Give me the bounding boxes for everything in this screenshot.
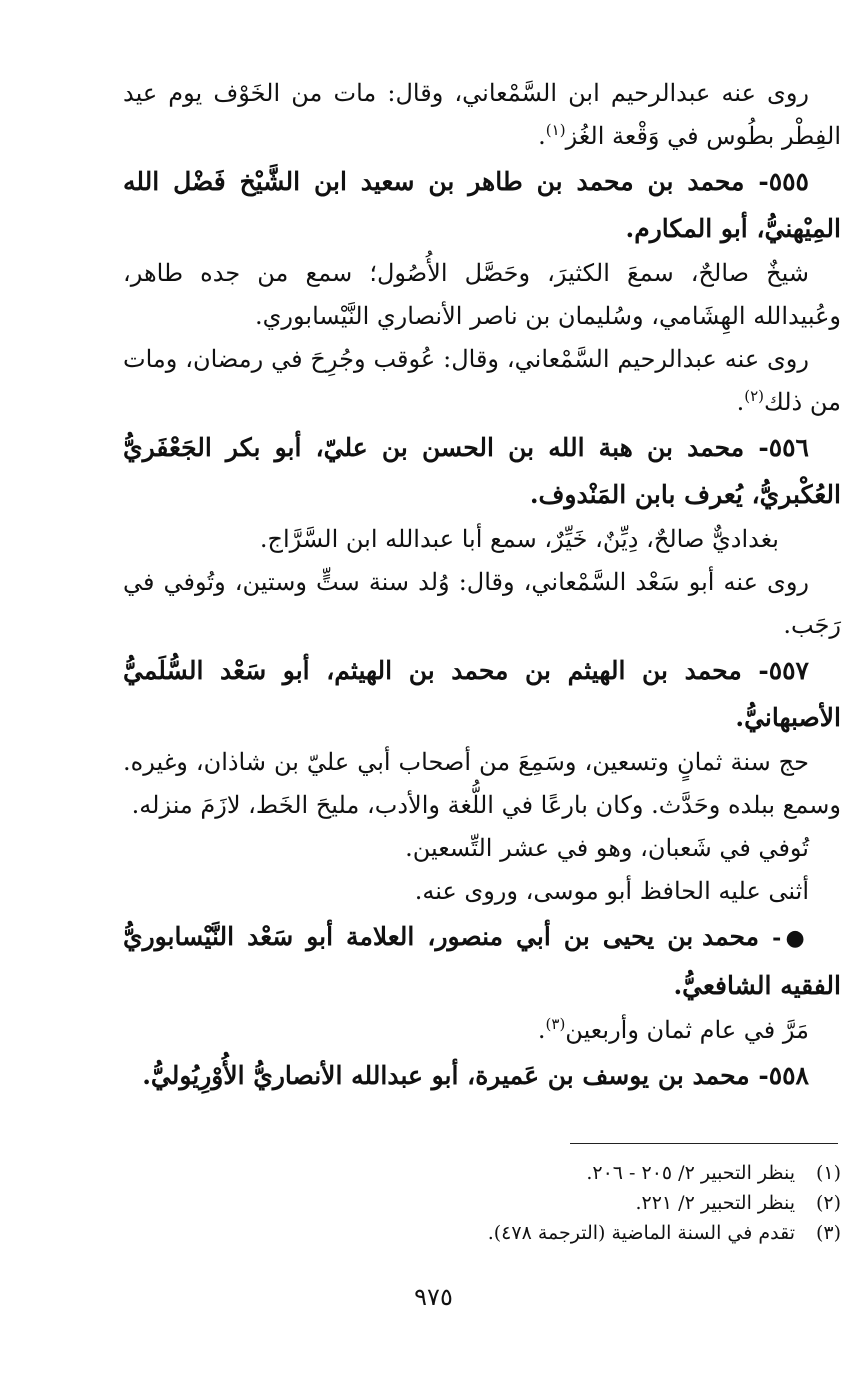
bullet-marker: ●-	[772, 925, 809, 951]
paragraph-body: حج سنة ثمانٍ وتسعين، وسَمِعَ من أصحاب أبي عليّ بن شاذان، وغيره. وسمع ببلده وحَدَّث. وكان بارعًا في اللُّغة والأدب، مليحَ الخَط، لازَمَ منزله.	[123, 748, 841, 819]
footnote-item	[301, 1188, 841, 1218]
entry-heading: ٥٥٥- محمد بن محمد بن طاهر بن سعيد ابن الشَّيْخ فَضْل الله المِيْهنيُّ، أبو المكارم.	[123, 167, 841, 243]
footnote-number: (٣)	[815, 1222, 841, 1244]
entry-heading: ٥٥٨- محمد بن يوسف بن عَميرة، أبو عبدالله الأنصاريُّ الأُوْرِيُوليُّ.	[142, 1061, 809, 1090]
paragraph-body: بغداديٌّ صالحٌ، دِيِّنٌ، خَيِّرٌ، سمع أبا عبدالله ابن السَّرَّاج.	[259, 525, 779, 553]
paragraph-body: شيخٌ صالحٌ، سمعَ الكثيرَ، وحَصَّل الأُصُول؛ سمع من جده طاهر، وعُبيدالله الهِشَامي، وسُليمان بن ناصر الأنصاري النَّيْسابوري.	[123, 259, 841, 330]
paragraph-narration: روى عنه عبدالرحيم ابن السَّمْعاني، وقال: مات من الخَوْف يوم عيد الفِطْر بطُوس في وَقْعة الغُز$^{(١)}$.	[123, 79, 841, 150]
footnotes	[301, 1158, 841, 1248]
footnote-text: ينظر التحبير ٢/ ٢٠٥ - ٢٠٦.	[586, 1162, 795, 1184]
paragraph-body: تُوفي في شَعبان، وهو في عشر التِّسعين.	[405, 834, 809, 862]
footnote-separator	[570, 1143, 838, 1144]
footnote-number: (١)	[815, 1162, 841, 1184]
paragraph-body: مَرَّ في عام ثمان وأربعين$^{(٣)}$.	[537, 1015, 809, 1044]
footnote-item	[301, 1158, 841, 1188]
footnote-text: ينظر التحبير ٢/ ٢٢١.	[635, 1192, 795, 1214]
footnote-ref[interactable]: (٣)	[545, 1015, 566, 1033]
paragraph-narration: روى عنه عبدالرحيم السَّمْعاني، وقال: عُوقب وجُرِحَ في رمضان، ومات من ذلك$^{(٢)}$.	[123, 345, 841, 416]
footnote-ref[interactable]: (٢)	[744, 387, 765, 405]
footnote-item	[301, 1218, 841, 1248]
entry-heading: ٥٥٦- محمد بن هبة الله بن الحسن بن عليّ، أبو بكر الجَعْفَريُّ العُكْبريُّ، يُعرف بابن المَنْدوف.	[123, 433, 841, 509]
page-number: ٩٧٥	[414, 1283, 453, 1311]
main-text	[123, 72, 841, 1099]
footnote-text: تقدم في السنة الماضية (الترجمة ٤٧٨).	[487, 1222, 795, 1244]
paragraph-narration: روى عنه أبو سَعْد السَّمْعاني، وقال: وُلد سنة ستٍّ وستين، وتُوفي في رَجَب.	[123, 568, 841, 639]
footnote-number: (٢)	[815, 1192, 841, 1214]
entry-heading: ٥٥٧- محمد بن الهيثم بن محمد بن الهيثم، أبو سَعْد السُّلَميُّ الأصبهانيُّ.	[123, 656, 841, 732]
footnote-ref[interactable]: (١)	[545, 121, 566, 139]
entry-heading-crossref: ●- محمد بن يحيى بن أبي منصور، العلامة أبو سَعْد النَّيْسابوريُّ الفقيه الشافعيُّ.	[123, 922, 841, 1000]
paragraph-body: أثنى عليه الحافظ أبو موسى، وروى عنه.	[414, 877, 809, 905]
